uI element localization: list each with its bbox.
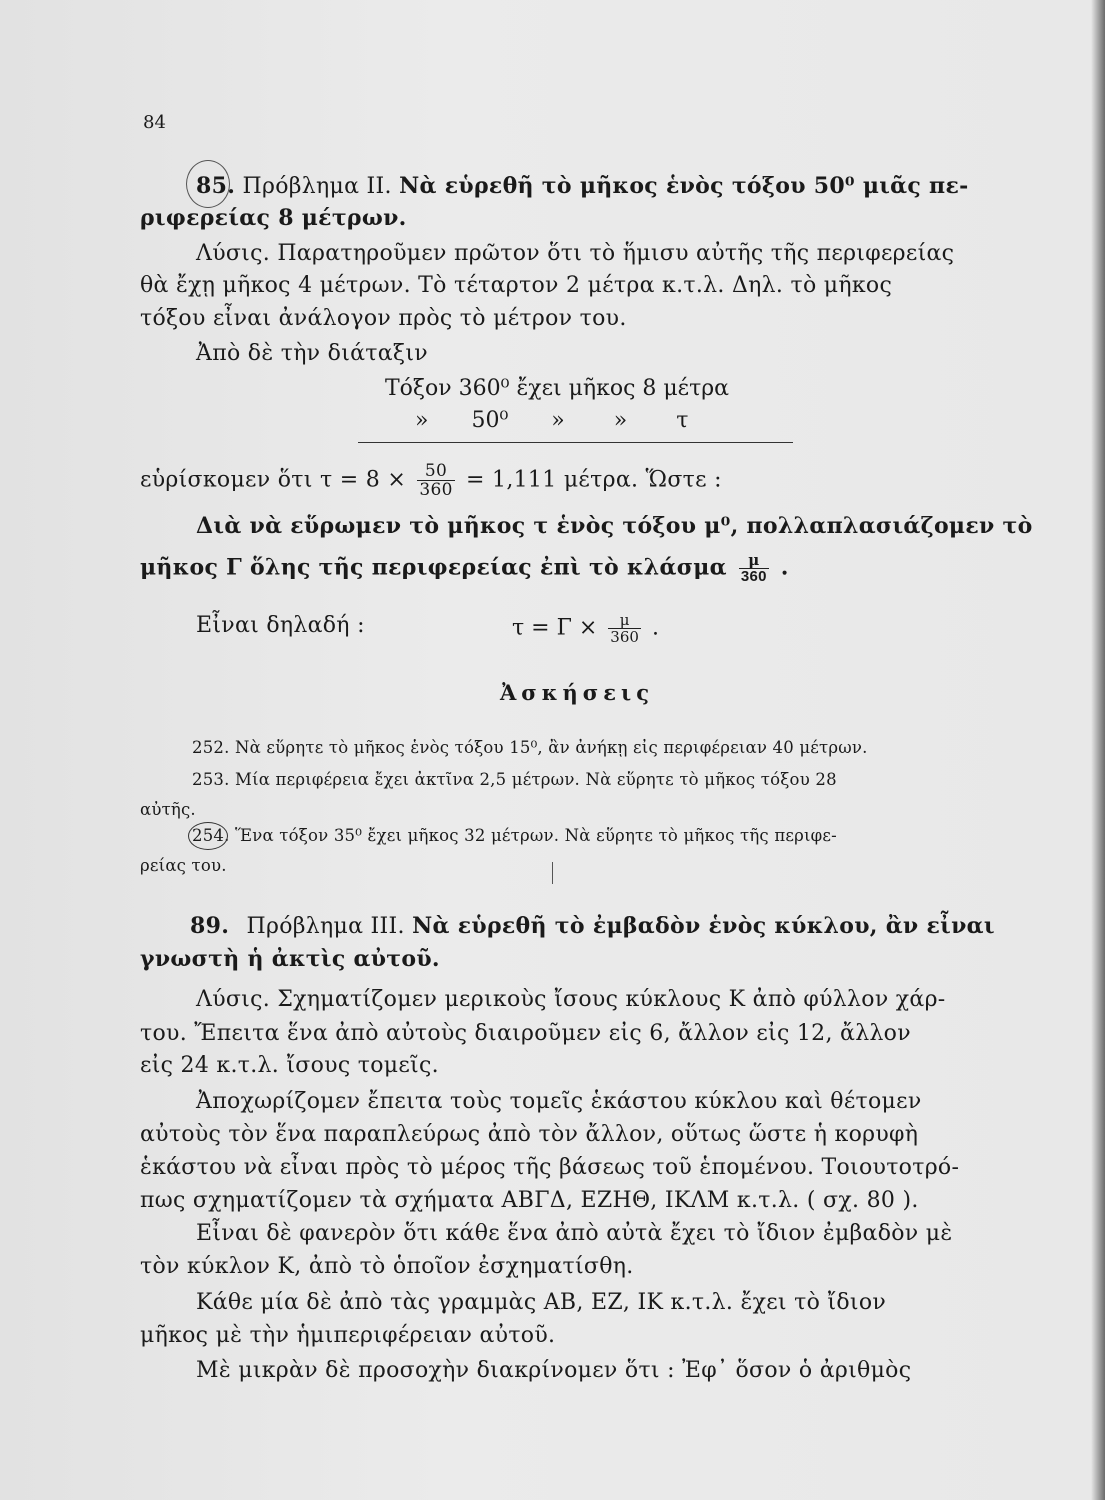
problem-title-cont: γνωστὴ ἡ ἀκτὶς αὐτοῦ. <box>140 946 440 972</box>
paragraph-line: πως σχηματίζομεν τὰ σχήματα ΑΒΓΔ, ΕΖΗΘ, ΙΚΛΜ κ.τ.λ. ( σχ. 80 ). <box>140 1188 919 1213</box>
paragraph-line: Κάθε μία δὲ ἀπὸ τὰς γραμμὰς ΑΒ, ΕΖ, ΙΚ κ.τ.λ. ἔχει τὸ ἴδιον <box>196 1290 887 1315</box>
exercises-heading: Ἀσκήσεις <box>500 680 654 705</box>
fraction-mu-360 <box>739 552 769 585</box>
fraction-denominator: 360 <box>610 628 639 646</box>
section-85-heading <box>196 172 969 201</box>
problem-title: Νὰ εὑρεθῆ τὸ μῆκος ἑνὸς τόξου 50⁰ μιᾶς πε- <box>399 173 969 199</box>
fraction-numerator: μ <box>608 612 641 629</box>
exercise-254-cont: ρείας του. <box>140 856 227 875</box>
paragraph-line: ἑκάστου νὰ εἶναι πρὸς τὸ μέρος τῆς βάσεως τοῦ ἑπομένου. Τοιουτοτρό- <box>140 1155 960 1180</box>
exercise-253-cont: αὐτῆς. <box>140 800 196 819</box>
exercise-253: 253. Μία περιφέρεια ἔχει ἀκτῖνα 2,5 μέτρων. Νὰ εὕρητε τὸ μῆκος τόξου 28 <box>192 770 837 789</box>
rule-statement-cont <box>140 552 789 585</box>
rule-text: μῆκος Γ ὅλης τῆς περιφερείας ἐπὶ τὸ κλάσμα <box>140 554 727 581</box>
arc-degrees: 50⁰ <box>471 408 509 433</box>
proportion-row-1: Τόξον 360⁰ ἔχει μῆκος 8 μέτρα <box>385 376 730 401</box>
proportion-rule <box>358 442 793 443</box>
problem-title: Νὰ εὑρεθῆ τὸ ἐμβαδὸν ἑνὸς κύκλου, ἂν εἶναι <box>412 913 995 939</box>
problem-label: Πρόβλημα ΙΙΙ. <box>246 914 405 939</box>
ditto-mark: » <box>613 408 628 433</box>
proportion-row-2 <box>415 408 688 433</box>
paragraph-line: Εἶναι δὲ φανερὸν ὅτι κάθε ἕνα ἀπὸ αὐτὰ ἔχει τὸ ἴδιον ἐμβαδὸν μὲ <box>196 1221 953 1246</box>
fraction-mu-360-formula <box>608 612 641 645</box>
exercise-252: 252. Νὰ εὕρητε τὸ μῆκος ἑνὸς τόξου 15⁰, ἂν ἀνήκῃ εἰς περιφέρειαν 40 μέτρων. <box>192 738 868 757</box>
formula-text: τ = Γ × <box>512 615 598 641</box>
fraction-50-360 <box>417 462 454 499</box>
solution-line: θὰ ἔχῃ μῆκος 4 μέτρων. Τὸ τέταρτον 2 μέτρα κ.τ.λ. Δηλ. τὸ μῆκος <box>140 273 893 298</box>
ditto-mark: » <box>415 408 429 433</box>
paragraph-line: Μὲ μικρὰν δὲ προσοχὴν διακρίνομεν ὅτι : Ἐφ᾽ ὅσον ὁ ἀριθμὸς <box>196 1358 912 1383</box>
rule-statement: Διὰ νὰ εὕρωμεν τὸ μῆκος τ ἑνὸς τόξου μ⁰, πολλαπλασιάζομεν τὸ <box>196 513 1033 539</box>
fraction-numerator: μ <box>739 552 769 569</box>
unknown-tau: τ <box>676 408 689 433</box>
paragraph-line: του. Ἔπειτα ἕνα ἀπὸ αὐτοὺς διαιροῦμεν εἰς 6, ἄλλον εἰς 12, ἄλλον <box>140 1021 911 1046</box>
formula-text: . <box>651 615 659 641</box>
result-text: εὑρίσκομεν ὅτι τ = 8 × <box>140 467 407 493</box>
page-edge-shadow <box>1091 0 1105 1500</box>
section-number: 85. <box>196 173 236 199</box>
section-89-heading <box>190 912 995 941</box>
section-number: 89. <box>190 913 230 939</box>
paragraph-line: Ἀποχωρίζομεν ἔπειτα τοὺς τομεῖς ἑκάστου κύκλου καὶ θέτομεν <box>196 1089 922 1114</box>
fraction-denominator: 360 <box>419 480 453 500</box>
formula <box>512 612 659 645</box>
solution-line: τόξου εἶναι ἀνάλογον πρὸς τὸ μέτρον του. <box>140 306 627 331</box>
arrangement-intro: Ἀπὸ δὲ τὴν διάταξιν <box>196 341 428 366</box>
paragraph-line: Λύσις. Σχηματίζομεν μερικοὺς ἴσους κύκλους Κ ἀπὸ φύλλον χάρ- <box>196 987 946 1012</box>
exercise-254: 254. Ἕνα τόξον 35⁰ ἔχει μῆκος 32 μέτρων. Νὰ εὕρητε τὸ μῆκος τῆς περιφε- <box>192 826 837 845</box>
ditto-mark: » <box>551 408 565 433</box>
result-text: = 1,111 μέτρα. Ὥστε : <box>466 467 722 493</box>
fraction-numerator: 50 <box>417 462 454 481</box>
problem-title-cont: ριφερείας 8 μέτρων. <box>140 205 407 231</box>
paragraph-line: τὸν κύκλον Κ, ἀπὸ τὸ ὁποῖον ἐσχηματίσθη. <box>140 1254 634 1279</box>
problem-label: Πρόβλημα ΙΙ. <box>242 174 392 199</box>
page-number: 84 <box>143 112 166 133</box>
pencil-stroke <box>552 862 553 884</box>
rule-text: . <box>780 554 789 581</box>
paragraph-line: αὐτοὺς τὸν ἕνα παραπλεύρως ἀπὸ τὸν ἄλλον, οὕτως ὥστε ἡ κορυφὴ <box>140 1122 919 1147</box>
solution-line: Λύσις. Παρατηροῦμεν πρῶτον ὅτι τὸ ἥμισυ αὐτῆς τῆς περιφερείας <box>196 241 955 266</box>
fraction-denominator: 360 <box>740 568 767 585</box>
formula-label: Εἶναι δηλαδή : <box>196 613 365 638</box>
result-line <box>140 462 722 499</box>
paragraph-line: εἰς 24 κ.τ.λ. ἴσους τομεῖς. <box>140 1053 439 1078</box>
paragraph-line: μῆκος μὲ τὴν ἡμιπεριφέρειαν αὐτοῦ. <box>140 1323 556 1348</box>
